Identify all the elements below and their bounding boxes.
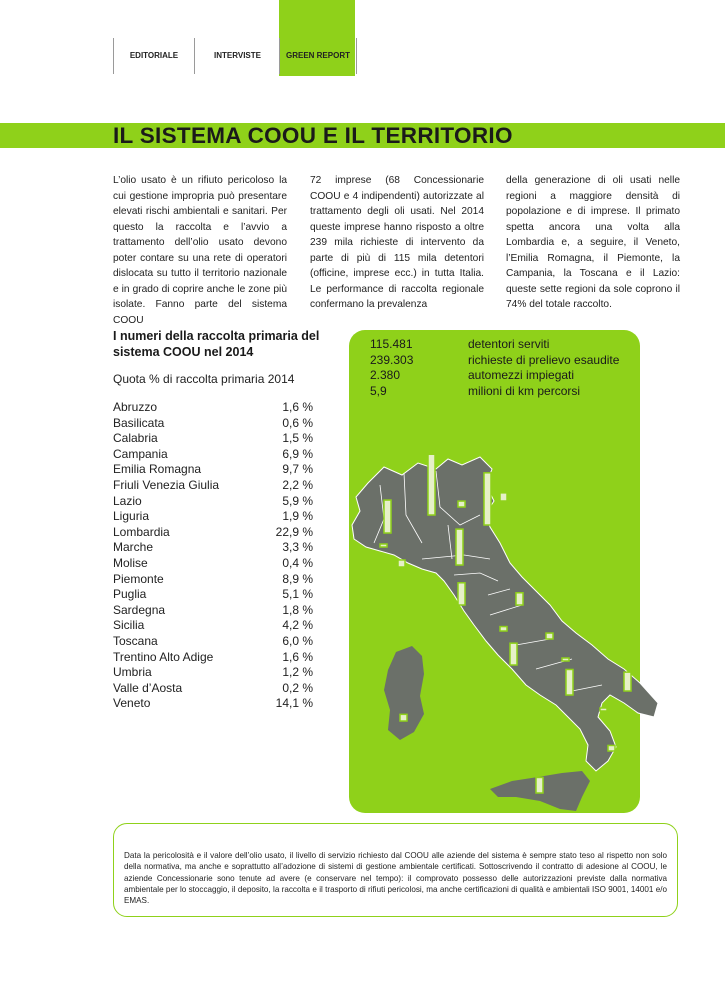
region-value: 22,9 %: [275, 524, 313, 539]
map-bar: [600, 708, 607, 711]
region-value: 8,9 %: [282, 571, 313, 586]
page-title: IL SISTEMA COOU E IL TERRITORIO: [113, 123, 513, 148]
region-row: [113, 478, 313, 494]
map-bar: [562, 658, 569, 661]
map-bar: [428, 455, 435, 515]
region-name: Marche: [113, 540, 154, 555]
region-row: [113, 665, 313, 681]
region-value: 6,9 %: [282, 446, 313, 461]
stats-list: [370, 337, 690, 399]
region-value: 14,1 %: [275, 696, 313, 711]
region-value: 4,2 %: [282, 618, 313, 633]
region-value: 1,6 %: [282, 400, 313, 414]
region-row: [113, 618, 313, 634]
region-row: [113, 696, 313, 712]
region-value: 1,6 %: [282, 649, 313, 664]
map-bar: [500, 493, 507, 501]
map-bar: [456, 529, 463, 565]
region-row: [113, 681, 313, 697]
region-name: Sicilia: [113, 618, 145, 633]
region-value: 2,2 %: [282, 477, 313, 492]
map-bar: [516, 593, 523, 605]
nav-interviste[interactable]: INTERVISTE: [194, 38, 280, 74]
region-value: 5,1 %: [282, 587, 313, 602]
region-name: Calabria: [113, 431, 158, 446]
region-value: 6,0 %: [282, 633, 313, 648]
intro-column-1: L’olio usato è un rifiuto pericoloso la cui gestione impropria può presentare elevati rischi ambientali e sanitari. Per questo la raccolta e l’avvio a trattamento dell’olio usato devono poter contare su una rete di operatori dislocata su tutto il territorio nazionale e in grado di coprire anche le zone più isolate. Fanno parte del sistema COOU: [113, 175, 287, 326]
map-bar: [624, 672, 631, 691]
section-title: I numeri della raccolta primaria del sistema COOU nel 2014: [113, 329, 320, 359]
region-row: [113, 431, 313, 447]
map-bar: [546, 633, 553, 639]
region-name: Liguria: [113, 509, 150, 524]
region-name: Emilia Romagna: [113, 462, 202, 477]
region-name: Molise: [113, 555, 148, 570]
region-name: Puglia: [113, 587, 147, 602]
certification-note-box: Data la pericolosità e il valore dell’olio usato, il livello di servizio richiesto dal COOU alle aziende del sistema è sempre stato teso al rispetto non solo della normativa, ma anche e soprattutto all’adozione di sistemi di gestione ambientale certificati. Sottoscrivendo il contratto di adesione al COOU, le aziende Concessionarie sono tenute ad avere (e conservare nel tempo): il comprovato possesso delle autorizzazioni previste dalla normativa ambientale per lo stoccaggio, il deposito, la raccolta e il trasporto di rifiuti pericolosi, ma anche certificazioni di qualità e ambientali ISO 9001, 14001 e/o EMAS.: [113, 823, 678, 917]
map-bar: [484, 473, 491, 525]
region-row: [113, 525, 313, 541]
region-name: Friuli Venezia Giulia: [113, 477, 220, 492]
region-row: [113, 650, 313, 666]
region-value: 1,8 %: [282, 602, 313, 617]
region-name: Toscana: [113, 633, 158, 648]
stat-row: [370, 337, 690, 353]
region-name: Basilicata: [113, 415, 165, 430]
map-bar: [380, 544, 387, 547]
map-bar: [384, 500, 391, 533]
stat-label: richieste di prelievo esaudite: [468, 352, 620, 367]
region-row: [113, 556, 313, 572]
stat-value: 5,9: [370, 383, 387, 398]
map-bar: [566, 669, 573, 695]
region-name: Campania: [113, 446, 168, 461]
stat-label: milioni di km percorsi: [468, 383, 581, 398]
region-row: [113, 603, 313, 619]
region-name: Veneto: [113, 696, 151, 711]
stat-label: automezzi impiegati: [468, 368, 575, 382]
nav-editoriale[interactable]: EDITORIALE: [113, 38, 194, 74]
map-bar: [398, 560, 405, 567]
intro-column-3: della generazione di oli usati nelle regioni a maggiore densità di popolazione e di imprese. Il primato spetta ancora una volta alla Lombardia e, a seguire, il Veneto, l’Emilia Romagna, il Piemonte, la Campania, la Toscana e il Lazio: queste sette regioni da sole coprono il 74% del totale raccolto.: [506, 175, 680, 310]
stat-label: detentori serviti: [468, 337, 550, 351]
sardinia-shape: [384, 646, 424, 740]
region-row: [113, 494, 313, 510]
map-bar: [536, 777, 543, 793]
stat-row: [370, 353, 690, 369]
region-value: 3,3 %: [282, 540, 313, 555]
top-navigation: [0, 38, 725, 74]
region-row: [113, 400, 313, 416]
map-bar: [608, 745, 615, 751]
region-name: Piemonte: [113, 571, 164, 586]
map-bar: [458, 501, 465, 507]
quota-label: Quota % di raccolta primaria 2014: [113, 372, 295, 386]
region-name: Valle d’Aosta: [113, 680, 183, 695]
region-row: [113, 540, 313, 556]
region-row: [113, 462, 313, 478]
region-name: Abruzzo: [113, 400, 158, 414]
stat-value: 115.481: [370, 337, 413, 351]
italy-map: [340, 455, 670, 820]
region-row: [113, 447, 313, 463]
stat-row: [370, 368, 690, 384]
region-value: 0,2 %: [282, 680, 313, 695]
map-bar: [400, 714, 407, 721]
region-name: Umbria: [113, 665, 152, 680]
map-bar: [510, 643, 517, 665]
stat-value: 2.380: [370, 368, 401, 382]
region-row: [113, 634, 313, 650]
region-value: 1,2 %: [282, 665, 313, 680]
region-value: 0,6 %: [282, 415, 313, 430]
map-bar: [458, 583, 465, 605]
stat-value: 239.303: [370, 352, 414, 367]
region-row: [113, 509, 313, 525]
region-name: Lombardia: [113, 524, 170, 539]
nav-green-report[interactable]: GREEN REPORT: [279, 38, 357, 74]
region-name: Trentino Alto Adige: [113, 649, 214, 664]
region-value: 1,9 %: [282, 509, 313, 524]
stat-row: [370, 384, 690, 400]
region-row: [113, 572, 313, 588]
region-value: 0,4 %: [282, 555, 313, 570]
intro-column-2: 72 imprese (68 Concessionarie COOU e 4 indipendenti) autorizzate al trattamento degli oli usati. Nel 2014 queste imprese hanno risposto a oltre 239 mila richieste di intervento da parte di più di 115 mila detentori (officine, imprese ecc.) in tutta Italia. Le performance di raccolta regionale confermano la prevalenza: [310, 175, 484, 310]
region-value: 9,7 %: [282, 462, 313, 477]
map-bar: [500, 627, 507, 631]
region-list: [113, 400, 313, 712]
region-name: Sardegna: [113, 602, 166, 617]
region-value: 5,9 %: [282, 493, 313, 508]
region-row: [113, 416, 313, 432]
region-value: 1,5 %: [282, 431, 313, 446]
region-name: Lazio: [113, 493, 142, 508]
region-row: [113, 587, 313, 603]
